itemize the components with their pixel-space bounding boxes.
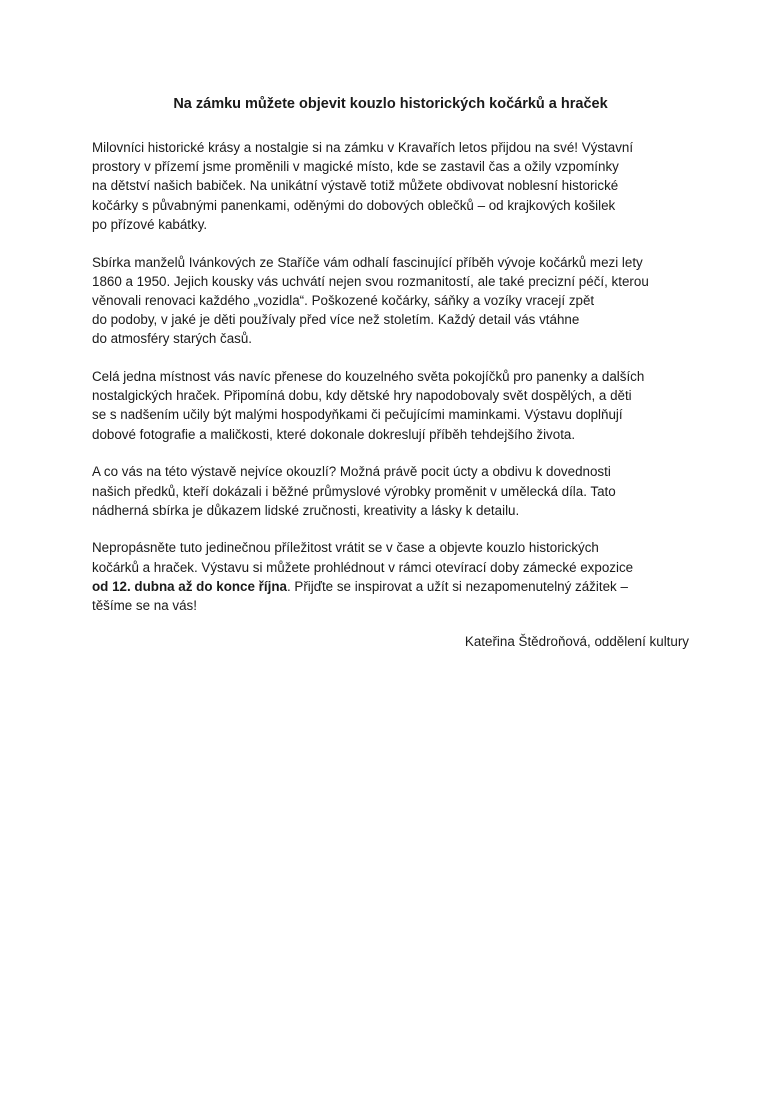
exhibition-dates: od 12. dubna až do konce října — [92, 578, 287, 594]
text-line: prostory v přízemí jsme proměnili v magické místo, kde se zastavil čas a ožily vzpomínky — [92, 159, 619, 175]
text-fragment: . Přijďte se inspirovat a užít si nezapomenutelný zážitek – — [286, 578, 628, 594]
paragraph-intro — [92, 138, 692, 234]
paragraph-collection — [92, 253, 692, 349]
text-line: Sbírka manželů Ivánkových ze Staříče vám odhalí fascinující příběh vývoje kočárků mezi lety — [92, 254, 643, 270]
author-signature: Kateřina Štědroňová, oddělení kultury — [464, 634, 689, 649]
paragraph-appeal — [92, 462, 692, 520]
paragraph-dollhouses — [92, 367, 692, 444]
text-line-with-dates — [92, 577, 692, 596]
text-line: Milovníci historické krásy a nostalgie si na zámku v Kravařích letos přijdou na své! Výstavní — [92, 140, 634, 155]
paragraph-invitation — [92, 538, 692, 615]
text-line: do atmosféry starých časů. — [92, 331, 253, 347]
text-line: se s nadšením učily být malými hospodyňkami či pečujícími maminkami. Výstavu doplňují — [92, 407, 623, 423]
text-line: na dětství našich babiček. Na unikátní výstavě totiž můžete obdivovat noblesní historické — [92, 178, 619, 194]
text-line: kočárky s půvabnými panenkami, oděnými do dobových oblečků – od krajkových košilek — [92, 197, 616, 213]
text-line: nádherná sbírka je důkazem lidské zručnosti, kreativity a lásky k detailu. — [92, 502, 520, 518]
text-line: kočárků a hraček. Výstavu si můžete prohlédnout v rámci otevírací doby zámecké expozice — [92, 559, 634, 575]
text-line: Celá jedna místnost vás navíc přenese do kouzelného světa pokojíčků pro panenky a dalších — [92, 369, 645, 385]
text-line: 1860 a 1950. Jejich kousky vás uchvátí nejen svou rozmanitostí, ale také precizní péčí, kterou — [92, 273, 649, 289]
text-line: nostalgických hraček. Připomíná dobu, kdy dětské hry napodobovaly svět dospělých, a děti — [92, 388, 632, 404]
text-line: A co vás na této výstavě nejvíce okouzlí? Možná právě pocit úcty a obdivu k dovednosti — [92, 464, 611, 480]
document-title: Na zámku můžete objevit kouzlo historických kočárků a hraček — [173, 96, 608, 112]
text-line: Nepropásněte tuto jedinečnou příležitost vrátit se v čase a objevte kouzlo historických — [92, 540, 599, 556]
text-line: dobové fotografie a maličkosti, které dokonale dokreslují příběh tehdejšího života. — [92, 426, 576, 442]
text-line: věnovali renovaci každého „vozidla“. Poškozené kočárky, sáňky a vozíky vracejí zpět — [92, 292, 595, 308]
text-line: těšíme se na vás! — [92, 598, 197, 614]
document-body — [92, 138, 692, 634]
text-line: po přízové kabátky. — [92, 216, 208, 232]
text-line: našich předků, kteří dokázali i běžné průmyslové výrobky proměnit v umělecká díla. Tato — [92, 483, 616, 499]
text-line: do podoby, v jaké je děti používaly před více než stoletím. Každý detail vás vtáhne — [92, 312, 580, 328]
